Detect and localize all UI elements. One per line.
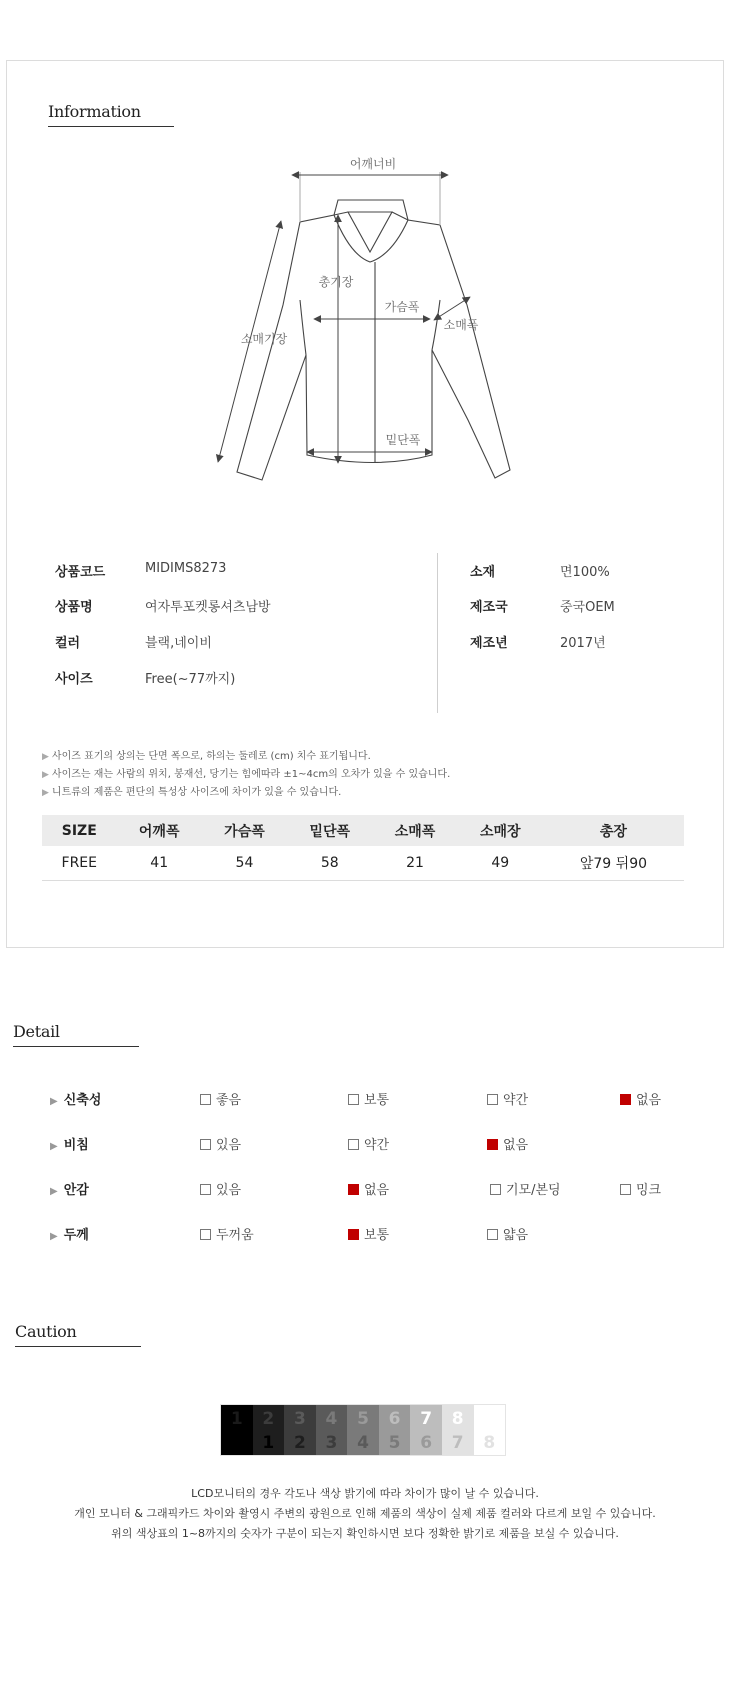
checked-checkbox-icon[interactable]: [348, 1229, 359, 1240]
year-key: 제조년: [470, 636, 508, 651]
swatch-bottom-number: 2: [293, 1433, 306, 1453]
swatch-bottom-number: 7: [451, 1433, 464, 1453]
option-thickness-normal[interactable]: 보통: [348, 1224, 389, 1243]
product-code-key: 상품코드: [55, 565, 106, 580]
option-transparency-slight[interactable]: 약간: [348, 1134, 389, 1153]
option-stretch-good[interactable]: 좋음: [200, 1089, 241, 1108]
swatch-top-number: 6: [388, 1409, 401, 1429]
header-total-length: 총장: [543, 815, 684, 846]
detail-row-label: ▶ 두께: [50, 1228, 89, 1243]
cell-chest: 54: [202, 846, 287, 880]
product-size-value: Free(~77까지): [145, 672, 236, 687]
size-notes: [42, 748, 450, 802]
product-info-divider: [437, 553, 438, 713]
table-row: [42, 846, 684, 880]
header-sleeve-length: 소매장: [458, 815, 543, 846]
caution-line: 위의 색상표의 1~8까지의 숫자가 구분이 되는지 확인하시면 보다 정확한 밝기로 제품을 보실 수 있습니다.: [111, 1527, 619, 1540]
product-color-value: 블랙,네이비: [145, 636, 212, 651]
size-note: ▶ 사이즈는 재는 사람의 위치, 봉재선, 당기는 힘에따라 ±1~4cm의 오차가 있을 수 있습니다.: [42, 769, 451, 780]
header-sleeve-width: 소매폭: [372, 815, 457, 846]
triangle-icon: ▶: [42, 788, 49, 798]
checkbox-icon[interactable]: [620, 1184, 631, 1195]
cell-sleeve-width: 21: [372, 846, 457, 880]
swatch-bottom-number: 4: [357, 1433, 369, 1453]
product-size-key: 사이즈: [55, 672, 93, 687]
caution-line: 개인 모니터 & 그래픽카드 차이와 촬영시 주변의 광원으로 인해 제품의 색상이 실제 제품 컬러와 다르게 보일 수 있습니다.: [74, 1507, 656, 1520]
origin-key: 제조국: [470, 600, 508, 615]
detail-row-thickness: [50, 1224, 700, 1246]
brightness-color-chart: [220, 1404, 506, 1456]
checkbox-icon[interactable]: [200, 1094, 211, 1105]
product-color-key: 컬러: [55, 636, 81, 651]
material-value: 면100%: [560, 565, 610, 580]
shirt-measurement-diagram: [200, 150, 530, 490]
option-thickness-thin[interactable]: 얇음: [487, 1224, 528, 1243]
swatch-bottom-number: 1: [262, 1433, 275, 1453]
detail-row-lining: [50, 1179, 700, 1201]
cell-total-length: 앞79 뒤90: [543, 846, 684, 880]
measurement-guides: [300, 172, 440, 225]
caution-title: Caution: [15, 1322, 77, 1341]
size-note: ▶ 사이즈 표기의 상의는 단면 폭으로, 하의는 둘레로 (cm) 치수 표기됩니다.: [42, 751, 371, 762]
swatch-top-number: 8: [451, 1409, 464, 1429]
origin-value: 중국OEM: [560, 600, 615, 615]
checkbox-icon[interactable]: [487, 1094, 498, 1105]
color-swatch: [410, 1405, 442, 1455]
option-stretch-slight[interactable]: 약간: [487, 1089, 528, 1108]
option-lining-mink[interactable]: 밍크: [620, 1179, 661, 1198]
product-code-value: MIDIMS8273: [145, 561, 227, 576]
caution-notice: [0, 1484, 730, 1544]
product-name-value: 여자투포켓롱셔츠남방: [145, 600, 271, 615]
option-lining-none[interactable]: 없음: [348, 1179, 389, 1198]
checkbox-icon[interactable]: [200, 1229, 211, 1240]
label-sleeve-width: 소매폭: [443, 318, 479, 332]
swatch-bottom-number: 3: [325, 1433, 338, 1453]
triangle-icon: ▶: [42, 752, 49, 762]
label-hem-width: 밑단폭: [385, 433, 421, 447]
option-stretch-normal[interactable]: 보통: [348, 1089, 389, 1108]
information-title: Information: [48, 102, 141, 121]
cell-size: FREE: [42, 846, 117, 880]
option-lining-fleece[interactable]: 기모/본딩: [490, 1179, 561, 1198]
color-swatch: [474, 1405, 506, 1455]
checkbox-icon[interactable]: [490, 1184, 501, 1195]
triangle-icon: ▶: [42, 770, 49, 780]
triangle-icon: ▶: [50, 1231, 58, 1242]
size-table: [42, 815, 684, 881]
swatch-top-number: 3: [293, 1409, 306, 1429]
detail-row-transparency: [50, 1134, 700, 1156]
color-swatch: [347, 1405, 379, 1455]
option-stretch-none[interactable]: 없음: [620, 1089, 661, 1108]
swatch-top-number: 5: [357, 1409, 369, 1429]
swatch-bottom-number: 8: [483, 1433, 496, 1453]
checked-checkbox-icon[interactable]: [620, 1094, 631, 1105]
size-table-header: [42, 815, 684, 846]
checkbox-icon[interactable]: [200, 1139, 211, 1150]
header-shoulder: 어깨폭: [117, 815, 202, 846]
swatch-top-number: 4: [325, 1409, 338, 1429]
checkbox-icon[interactable]: [348, 1094, 359, 1105]
swatch-bottom-number: 6: [420, 1433, 433, 1453]
material-key: 소재: [470, 565, 496, 580]
label-total-length: 총기장: [318, 275, 354, 289]
detail-title-underline: [13, 1046, 139, 1047]
color-swatch: [316, 1405, 348, 1455]
checkbox-icon[interactable]: [200, 1184, 211, 1195]
swatch-bottom-number: 5: [388, 1433, 401, 1453]
triangle-icon: ▶: [50, 1186, 58, 1197]
swatch-top-number: 1: [230, 1409, 243, 1429]
detail-row-label: ▶ 안감: [50, 1183, 89, 1198]
cell-sleeve-length: 49: [458, 846, 543, 880]
cell-hem: 58: [287, 846, 372, 880]
checkbox-icon[interactable]: [487, 1229, 498, 1240]
option-transparency-none[interactable]: 없음: [487, 1134, 528, 1153]
detail-row-label: ▶ 비침: [50, 1138, 89, 1153]
header-chest: 가슴폭: [202, 815, 287, 846]
checkbox-icon[interactable]: [348, 1139, 359, 1150]
option-thickness-thick[interactable]: 두꺼움: [200, 1224, 254, 1243]
caution-line: LCD모니터의 경우 각도나 색상 밝기에 따라 차이가 많이 날 수 있습니다.: [191, 1487, 539, 1500]
label-shoulder-width: 어깨너비: [349, 157, 397, 171]
swatch-top-number: 7: [420, 1409, 433, 1429]
triangle-icon: ▶: [50, 1096, 58, 1107]
color-swatch: [284, 1405, 316, 1455]
option-transparency-yes[interactable]: 있음: [200, 1134, 241, 1153]
year-value: 2017년: [560, 636, 606, 651]
detail-row-stretch: [50, 1089, 700, 1111]
checked-checkbox-icon[interactable]: [348, 1184, 359, 1195]
option-lining-yes[interactable]: 있음: [200, 1179, 241, 1198]
cell-shoulder: 41: [117, 846, 202, 880]
color-swatch: [442, 1405, 474, 1455]
color-swatch: [253, 1405, 285, 1455]
label-chest-width: 가슴폭: [384, 300, 420, 314]
information-title-underline: [48, 126, 174, 127]
color-swatch: [221, 1405, 253, 1455]
header-size: SIZE: [42, 815, 117, 846]
detail-title: Detail: [13, 1022, 60, 1041]
detail-row-label: ▶ 신축성: [50, 1093, 102, 1108]
label-sleeve-length: 소매기장: [240, 332, 288, 346]
product-name-key: 상품명: [55, 600, 93, 615]
checked-checkbox-icon[interactable]: [487, 1139, 498, 1150]
header-hem: 밑단폭: [287, 815, 372, 846]
caution-title-underline: [15, 1346, 141, 1347]
swatch-top-number: 2: [262, 1409, 275, 1429]
size-note: ▶ 니트류의 제품은 편단의 특성상 사이즈에 차이가 있을 수 있습니다.: [42, 787, 342, 798]
triangle-icon: ▶: [50, 1141, 58, 1152]
color-swatch: [379, 1405, 411, 1455]
